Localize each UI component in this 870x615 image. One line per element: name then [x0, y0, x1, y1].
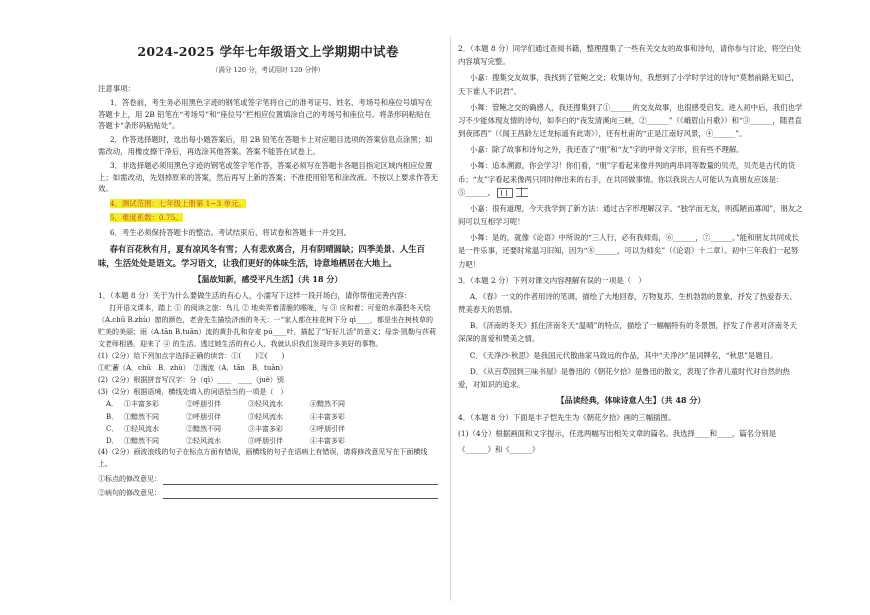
- punctuation-answer-row: [98, 474, 438, 485]
- option-text: ①丰富多彩: [124, 400, 159, 409]
- option-text: ③轻风流水: [248, 400, 283, 409]
- section-2-heading: 【品读经典，体味诗意人生】（共 48 分）: [556, 395, 706, 406]
- oracle-bone-peng-glyph-icon: [497, 188, 513, 198]
- option-text: ④黯然不同: [310, 400, 345, 409]
- q2-stem: 2．（本题 8 分）同学们通过查阅书籍，整理搜集了一些有关交友的故事和诗句，请你参与讨论，将空白处内容填写完整。: [458, 44, 801, 67]
- q1-sub1: (1)（2分）给下列加点字选择正确的读音：①( )②( ): [98, 351, 285, 360]
- motto: 春有百花秋有月，夏有凉风冬有雪；人有悲欢离合，月有阴晴圆缺；四季美景、人生百味，生活处处是语文。学习语文，让我们更好的体味生活，诗意地栖居在大地上。: [98, 244, 425, 269]
- right-column: [458, 42, 804, 459]
- q1-sub3: (3)（2分）根据语境，横线处填入的词语恰当的一项是（ ）: [98, 387, 288, 396]
- option-text: ④丰富多彩: [310, 437, 345, 446]
- section-1-heading: 【温故知新，感受平凡生活】（共 18 分）: [193, 274, 343, 285]
- q2-dialogue-1: 小嘉：搜集交友故事，我找到了管鲍之交；收集诗句，我想到了小学时学过的诗句“莫愁前路无知己，天下谁人不识君”。: [458, 73, 799, 96]
- q2-dialogue-3: 小嘉：除了故事和诗句之外，我还查了“朋”和“友”字的甲骨文字形，但有些不理解。: [469, 145, 744, 155]
- option-text: ④丰富多彩: [310, 412, 345, 421]
- punctuation-answer-line[interactable]: [163, 476, 438, 485]
- option-text: ①黯然不同: [124, 437, 159, 446]
- exam-title: 2024-2025 学年七年级语文上学期期中试卷: [137, 44, 399, 59]
- q1-sub1-options: ①贮蓄（A．chū B．zhù） ②湍流（A．tān B．tuān）: [98, 363, 288, 372]
- oracle-bone-you-glyph-icon: [516, 188, 528, 197]
- q3-option-b[interactable]: B．《济南的冬天》抓住济南冬天“温晴”的特点，描绘了一幅幅特有的冬景图，抒发了作者对济南冬天深深的喜爱和赞美之情。: [458, 321, 797, 344]
- option-text: ④呼朋引伴: [310, 424, 345, 433]
- note-3: 3．非选择题必须用黑色字迹的钢笔或签字笔作答，答案必须写在答题卡各题目指定区域内相应位置上；如需改动，先划掉原来的答案，然后再写上新的答案；不准使用铅笔和涂改液。不按以上要求作答无效。: [98, 161, 438, 194]
- sentence-answer-row: [98, 488, 438, 499]
- option-text: ③轻风流水: [248, 412, 283, 421]
- q4-stem: 4．（本题 8 分）下面是丰子恺先生为《朝花夕拾》画的三幅插图。: [458, 412, 676, 422]
- option-text: ②黯然不同: [186, 424, 221, 433]
- q3-option-d[interactable]: D．《从百草园到三味书屋》是鲁迅的《朝花夕拾》是鲁迅的散文，表现了作者儿童时代对自然的热爱，对知识的追求。: [458, 366, 790, 389]
- option-text: ③丰富多彩: [248, 424, 283, 433]
- sentence-answer-label: ②病句的修改意见：: [98, 489, 161, 498]
- note-4-highlight: 4．测试范围：七年级上册第 1~3 单元。: [109, 198, 246, 208]
- notes-heading: 注意事项：: [98, 83, 135, 93]
- note-5-highlight: 5．难度系数：0.75。: [109, 213, 183, 223]
- q2-dialogue-4-text: 小舞：追本溯源，你会学习！你们看，“朋”字看起来像并列的两串同等数量的贝壳，贝壳是古代的货币；“友”字看起来像两只同时伸出来的右手，在共同做事情。你以我说古人可能认为真朋友应该是：⑤______。: [458, 161, 796, 197]
- q1-options: [98, 398, 438, 447]
- sentence-answer-line[interactable]: [163, 490, 438, 499]
- left-column: [98, 40, 438, 502]
- note-4: [98, 198, 438, 209]
- note-2: 2．作答选择题时，选出每小题答案后，用 2B 铅笔在答题卡上对应题目选项的答案信息点涂黑；如需改动，用橡皮擦干净后，再选涂其他答案。答案不能答在试卷上。: [98, 135, 433, 156]
- q3-option-c[interactable]: C．《天净沙·秋思》是我国元代散曲家马致远的作品，其中“天净沙”是词牌名，“秋思”是题目。: [469, 350, 778, 360]
- q1-stem: 1．（本题 8 分）关于为什么要做生活的有心人，小濡写下这样一段开场白，请你帮他完善内容：: [98, 290, 412, 300]
- note-5: [98, 212, 438, 223]
- q4-sub1-answer[interactable]: 《______》和《______》: [458, 444, 540, 454]
- q1-sub4: (4)（2分）画波浪线的句子在标点方面有错误，画横线的句子在语病上有错误，请将修改意见写在下面横线上。: [98, 448, 428, 469]
- q1-sub2: (2)（2分）根据拼音写汉字：分（qì）____ ____（juè）别: [98, 375, 284, 384]
- q2-dialogue-5: 小嘉：很有道理，今天我学到了新方法：通过古字形理解汉字。“独学而无友，则孤陋而寡闻”，朋友之间可以互相学习呢！: [458, 203, 803, 227]
- q2-dialogue-6: 小舞：是的，就像《论语》中所说的“三人行，必有我师焉，⑥______，⑦______。”能和朋友共同成长是一件乐事，还要时常温习旧知，因为“⑧______，可以为师矣”（《论语》十二章）。初中三年我们一起努力吧！: [458, 233, 799, 269]
- option-label[interactable]: B．: [106, 412, 119, 421]
- punctuation-answer-label: ①标点的修改意见：: [98, 475, 161, 484]
- q3-option-a[interactable]: A．《春》一文的作者用诗的笔调，描绘了大地回春，万物复苏、生机勃勃的景象，抒发了热爱春天、赞美春天的思情。: [458, 291, 797, 315]
- option-text: ③呼朋引伴: [248, 437, 283, 446]
- note-1: 1．答卷前，考生务必用黑色字迹的钢笔或签字笔将自己的准考证号、姓名、考场号和座位号填写在答题卡上，用 2B 铅笔在“考场号”和“座位号”栏相应位置填涂自己的考场号和座位号。将条形码粘贴在答题卡“条形码粘贴处”。: [98, 98, 433, 130]
- column-divider: [450, 36, 451, 601]
- q4-sub1: (1)（4分）根据画面和文字提示，任选两幅写出相关文章的篇名。我选择____和____，篇名分别是: [458, 428, 777, 438]
- option-label[interactable]: C．: [106, 424, 119, 433]
- q3-stem: 3．（本题 2 分）下列对课文内容理解有误的一项是（ ）: [458, 275, 646, 285]
- option-text: ①黯然不同: [124, 412, 159, 421]
- option-text: ②呼朋引伴: [186, 412, 221, 421]
- q2-dialogue-2: 小舞：管鲍之交的确感人，我还搜集到了①______的交友故事，也很感受启发。进入初中后，我们也学习不少能体现友情的诗句，如李白的“夜发清溪向三峡，②______”（《峨眉山月歌》）和“③______，随君直到夜郎西”（《闻王昌龄左迁龙标遥有此寄》），还有杜甫的“正是江南好风景，④______”。: [458, 102, 803, 139]
- option-text: ①轻风流水: [124, 424, 159, 433]
- q2-dialogue-4: [458, 159, 804, 199]
- note-6: 6．考生必须保持答题卡的整洁。考试结束后，将试卷和答题卡一并交回。: [109, 227, 352, 237]
- exam-subtitle: （满分 120 分，考试用时 120 分钟）: [211, 66, 325, 75]
- q1-passage: 打开语文课本，踏上 ① 的阅读之旅：鸟儿 ② 地卖弄着清脆的喉咙，与 ③ 应和着；可爱的水藻把冬天绘（A.chū B.zhù）窗的颜色，老舍先生描绘济南的冬天：一“家人都在桂花树下分 qì____，都是坐在树枝草的贮美的美丽；雨（A.tān B.tuān）流的黄扑扎和存麦 pú____叶，描起了“好好儿活”的意义；母亲·凯勒与莎莉文老师相遇，迎来了 ④ 的生活。透过她生活的有心人，我就认识我们发现许多美好的事物。: [98, 304, 436, 348]
- option-text: ②呼朋引伴: [186, 400, 221, 409]
- option-label[interactable]: D．: [106, 437, 119, 446]
- option-text: ②轻风流水: [186, 437, 221, 446]
- option-label[interactable]: A．: [106, 400, 119, 409]
